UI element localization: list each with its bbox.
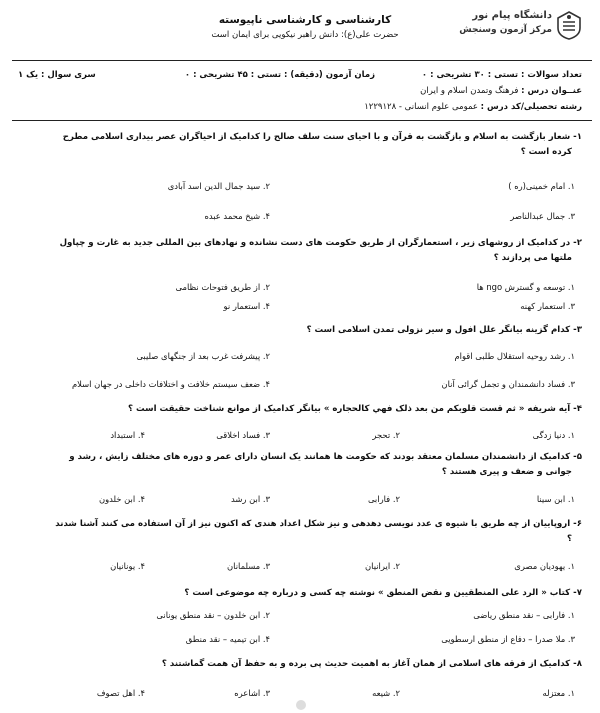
answer-option: ۱. رشد روحیه استقلال طلبی اقوام: [454, 351, 575, 361]
answer-option: ۳. ملا صدرا – دفاع از منطق ارسطویی: [441, 634, 575, 644]
question-number: ۴-: [573, 404, 582, 414]
info-divider: [12, 120, 592, 121]
question-number: ۸-: [573, 659, 582, 669]
question-text-line: [22, 251, 582, 266]
question-text: کرده است ؟: [520, 147, 572, 157]
question-text: جوانی و ضعف و پیری هستند ؟: [441, 467, 572, 477]
question-text: کتاب « الرد علی المنطقیین و نقض المنطق » نوشته چه کسی و درباره چه موضوعی است ؟: [184, 588, 571, 598]
question-text: کدامیک از فرقه های اسلامی از همان آغاز به اهمیت حدیث پی برده و به حفظ آن همت گماشتند ؟: [161, 659, 571, 669]
answer-option: ۴. اهل تصوف: [96, 688, 145, 698]
question-text-line: [22, 323, 582, 338]
answer-option: ۲. ابن خلدون – نقد منطق یونانی: [156, 610, 270, 620]
question-text-line: [22, 145, 582, 160]
question-text: آیه شریفه « ثم قست قلوبکم من بعد ذلک فهي كالحجاره » بیانگر کدامیک از موانع شناخت حقیقت است ؟: [128, 404, 571, 414]
answer-option: ۴. استعمار نو: [223, 301, 270, 311]
answer-option: ۳. مسلمانان: [227, 561, 270, 571]
answer-option: ۳. فساد دانشمندان و تجمل گرائی آنان: [441, 379, 575, 389]
logo-university-name: دانشگاه پیام نور: [472, 10, 552, 21]
question-7: [22, 586, 582, 601]
answer-option: ۴. استبداد: [110, 430, 145, 440]
question-number: ۲-: [573, 238, 582, 248]
question-text-line: [22, 236, 582, 251]
question-text: ملتها می پردازند ؟: [493, 253, 572, 263]
question-2: [22, 236, 582, 266]
answer-option: ۱. دنیا زدگی: [532, 430, 575, 440]
answer-option: ۲. تحجر: [372, 430, 400, 440]
answer-option: ۴. ضعف سیستم خلافت و اختلافات داخلی در جهان اسلام: [71, 379, 270, 389]
exam-level-title: کارشناسی و کارشناسی ناپیوسته: [218, 14, 392, 26]
major-value: عمومی علوم انسانی - ۱۲۲۹۱۲۸: [364, 102, 478, 112]
major-row: [364, 102, 582, 112]
university-logo: [447, 8, 582, 42]
answer-option: ۳. جمال عبدالناصر: [510, 211, 575, 221]
answer-option: ۳. استعمار کهنه: [520, 301, 575, 311]
answer-option: ۱. ابن سینا: [536, 494, 575, 504]
hadith-text: حضرت علی(ع): دانش راهبر نیکویی برای ایمان است: [211, 30, 399, 40]
answer-option: ۳. ابن رشد: [231, 494, 270, 504]
question-text: کدام گزینه بیانگر علل افول و سیر نزولی تمدن اسلامی است ؟: [306, 325, 571, 335]
course-label: عنــوان درس :: [521, 86, 582, 96]
question-8: [22, 657, 582, 672]
answer-option: ۳. فساد اخلاقی: [216, 430, 270, 440]
major-label: رشته تحصیلی/کد درس :: [480, 102, 582, 112]
question-text-line: [22, 657, 582, 672]
question-text: شعار بازگشت به اسلام و بازگشت به قرآن و با احیای سنت سلف صالح را کدامیک از احیاگران عصر بیداری اسلامی مطرح: [62, 132, 571, 142]
answer-option: ۴. یونانیان: [110, 561, 145, 571]
answer-option: ۲. ایرانیان: [365, 561, 400, 571]
answer-option: ۴. ابن خلدون: [98, 494, 145, 504]
question-text-line: [22, 532, 582, 547]
question-text-line: [22, 450, 582, 465]
answer-option: ۱. یهودیان مصری: [514, 561, 575, 571]
question-text-line: [22, 465, 582, 480]
question-text-line: [22, 586, 582, 601]
answer-option: ۲. سید جمال الدین اسد آبادی: [167, 181, 270, 191]
question-3: [22, 323, 582, 338]
question-number: ۳-: [573, 325, 582, 335]
answer-option: ۱. امام خمینی(ره ): [508, 181, 575, 191]
questions-count: تعداد سوالات : تستی : ۳۰ تشریحی : ۰: [421, 70, 582, 80]
answer-option: ۲. فارابی: [367, 494, 400, 504]
answer-option: ۱. توسعه و گسترش ngo ها: [476, 282, 575, 292]
header-divider: [12, 60, 592, 61]
answer-option: ۲. پیشرفت غرب بعد از جنگهای صلیبی: [136, 351, 270, 361]
exam-time: زمان آزمون (دقیقه) : تستی : ۴۵ تشریحی : ۰: [184, 70, 375, 80]
course-value: فرهنگ وتمدن اسلام و ایران: [420, 86, 519, 96]
question-text-line: [22, 130, 582, 145]
question-text: اروپاییان از چه طریق با شیوه ی عدد نویسی دهدهی و نیز شکل اعداد هندی که اکنون نیز از آن استفاده می کنند آشنا شدند: [55, 519, 571, 529]
question-5: [22, 450, 582, 480]
university-emblem-icon: [556, 10, 582, 40]
logo-center-name: مرکز آزمون وسنجش: [459, 25, 552, 35]
question-number: ۱-: [573, 132, 582, 142]
header-titles: [140, 14, 470, 40]
question-text-line: [22, 402, 582, 417]
question-number: ۵-: [573, 452, 582, 462]
question-4: [22, 402, 582, 417]
question-text-line: [22, 517, 582, 532]
question-series: سری سوال : یک ۱: [18, 70, 96, 80]
question-1: [22, 130, 582, 160]
answer-option: ۱. فارابی – نقد منطق ریاضی: [473, 610, 575, 620]
question-6: [22, 517, 582, 547]
answer-option: ۴. شیخ محمد عبده: [204, 211, 270, 221]
answer-option: ۲. از طریق فتوحات نظامی: [175, 282, 270, 292]
question-text: کدامیک از دانشمندان مسلمان معتقد بودند که حکومت ها همانند یک انسان دارای عمر و دوره های مختلف زایش ، رشد و: [69, 452, 571, 462]
answer-option: ۴. ابن تیمیه – نقد منطق: [185, 634, 270, 644]
answer-option: ۱. معتزله: [542, 688, 575, 698]
question-number: ۶-: [573, 519, 582, 529]
question-text: در کدامیک از روشهای زیر ، استعمارگران از طریق حکومت های دست نشانده و نهادهای بین المللی جدید به غارت و چپاول: [59, 238, 571, 248]
question-text: ؟: [567, 534, 572, 544]
answer-option: ۳. اشاعره: [234, 688, 270, 698]
answer-option: ۲. شیعه: [372, 688, 400, 698]
course-title-row: [420, 86, 582, 96]
page-mark: [296, 700, 306, 710]
question-number: ۷-: [573, 588, 582, 598]
